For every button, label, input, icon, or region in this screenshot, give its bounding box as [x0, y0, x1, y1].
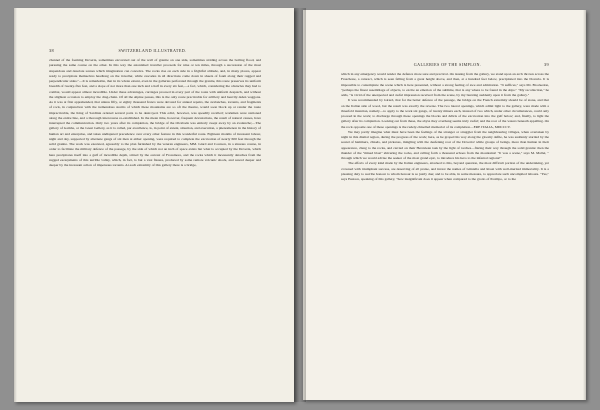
- paragraph: channel of the foaming Doveria, sometimes excavated out of the wall of granite on one side, sometimes striding across the boiling flood, and pursuing the same course on the other. In this way the astonished traveller proceeds for nine or ten miles, through a succession of the most stupendous and desolate scenes which imagination can conceive. The rocks rise on each side in a frightful altitude, and, in many places, appear ready to precipitate themselves headlong on the traveller, while cascades in all directions come down in sheets of foam along their rugged and perpendicular sides."—It is remarkable, that in its whole extent, even in the galleries perforated through the granite, this route preserves its uniform breadth of twenty-five feet, and a slope of not more than one inch and a half in every six feet,—a fact, which, considering the obstacles they had to combat, would appear almost incredible. Under these advantages, carriages proceed in every part of the route with uniform despatch, and without the slightest occasion to employ the drag-chain. Of all the Alpine passes, this is the only route practicable for artillery and heavily-laden waggons. As it was at first apprehended, that unless fifty, or eighty thousand francs were devoted for annual repairs, the avalanches, torrents, and fragments of rock, in conjunction with the tremendous storms of which these mountains are so oft the theatre, would soon block up or render the route impracticable, the King of Sardinia ordered several parts to be destroyed. This edict, however, was speedily recalled; workmen were stationed along the entire line, and a thorough intercourse re-established. In the mean time, however, frequent devastations, the result of natural causes, have interrupted the communication. Only two years after its completion, the bridge of the Olcabada was entirely swept away by an avalanche;—The gallery of Gamba, or the Great Gallery, as it is called, par excellence, is, in point of extent, situation, and execution, a phenomenon in the history of human art and enterprise, and takes undisputed precedence over every other feature in this wonderful route. Eighteen months of incessant labour, night and day, supported by alternate gangs of six men at either opening, were required to complete the excavation of nearly 600 feet through the solid granite. The work was executed, agreeably to the plan furnished by the veteran engineers, MM. Giard and Courson, in a sinuous course, in order to facilitate the military defence of the passage, by the side of which not an inch of space exists but what is occupied by the Doveria, which here precipitates itself into a gulf of incredible depth, stirred by the outcast of Frossinore, and the rocks which it incessantly detaches from the rugged escarpments of this terrible valley, which, in fact, is but a vast fissure, produced by some remote volcanic shock, and sawed deeper and deeper by the incessant action of impetuous torrents. At each extremity of this gallery there is a bridge,: [49, 58, 261, 167]
- book-gutter: [294, 8, 306, 402]
- left-running-head-title: SWITZERLAND ILLUSTRATED.: [118, 48, 187, 53]
- right-running-head: [341, 62, 549, 67]
- left-page: [14, 8, 294, 402]
- left-page-folio: 38: [49, 48, 54, 53]
- right-page-folio: 39: [544, 62, 549, 67]
- right-page: [303, 10, 586, 400]
- right-page-edge: [583, 10, 586, 400]
- paragraph: We may partly imagine what must have been the feelings of the stranger or struggler from the neighbouring villages, when overtaken by night in this dismal region, during the progress of the work; here, as he groped his way along the gloomy defile, he was suddenly startled by the sound of hammers, chisels, and pickaxes, mingling with the deafening roar of the Doveria! while groups of beings, more than human in their appearance, clung to the rocks, and carried on their Herculean task by the light of torches—flaring their way through the solid granite: then the thunder of the "mined blast" shivering the rocks, and calling forth a thousand echoes from the mountains! "It was a scene," says M. Mallet, " through which we would advise the seeker of the most grand epic, to introduce his hero to the infernal regions!": [341, 129, 549, 160]
- paragraph: The efforts of every kind made by the Italian engineers, attacked to this, beyond question, the most difficult portion of the undertaking, yet crowned with triumphant success, are deserving of all praise, and invest the names of Giintella and Rossi with well-merited immortality. It is a pleasing duty to ascribe honour to whom honour is so justly due; and to be able, in some measure, to appreciate such uncompiled labours. "Yes," says Eustace, speaking of this gallery, "how insignificant does it appear when compared to the grotto of Posilipo, or to the: [341, 161, 549, 181]
- right-running-head-title: GALLERIES OF THE SIMPLON.: [413, 62, 482, 67]
- paragraph: which in any emergency would render the defence more sure and practical. On issuing from the gallery, we stand upon an arch thrown across the Fraschone, a cataract, which is seen falling from a great height above, and then, at a hundred feet below, precipitated into the Doveria. It is impossible to contemplate the scene which is here presented, without a strong feeling of awe and admiration. "It suffices," says Mr. Brockedon, "perhaps the finest assemblage of objects, to excite an emotion of the sublime, that is any where to be found in the Alps." "My recollection," he adds, "is vivid of the unexpected and awful impression received from the scene, by my bursting suddenly upon it from the gallery.": [341, 72, 549, 97]
- left-page-edge: [14, 8, 17, 402]
- right-text-block: [341, 72, 549, 182]
- left-running-head: [49, 48, 261, 53]
- left-text-block: [49, 58, 261, 168]
- paragraph: It was recommended by Girard, that for the better defence of the passage, the bridge on the French extremity should be of stone, and that on the Italian side of wood, but the result was exactly the reverse. The two lateral openings, which admit light to the gallery, were made with a threefold intention, namely—to apply to the work six gangs, of twenty miners each, instead of two which, under other circumstances, could only proceed in the work; to discharge through these openings the blocks and débris of the excavation into the gulf below; and, finally, to light the gallery after its completion. Looking out from these, the abyss they overhang seems truly awful; and the roar of the waters beneath appalling. On the rock opposite one of these openings is the rudely-chiselled memorial of its completion—ERE ITALIA, MDCCCV.: [341, 98, 549, 129]
